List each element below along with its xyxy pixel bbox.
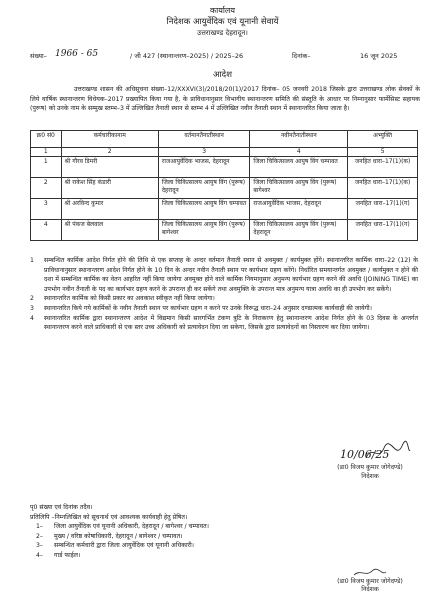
table-row [31,220,418,241]
copy-recipient-number: 3– [36,542,44,549]
row-employee-name: श्री गौरव डिमरी [61,157,158,178]
copy-recipient-text: गार्ड फाईल। [54,551,81,559]
office-heading: कार्यालय [210,6,235,15]
row-serial: 3 [31,199,62,220]
row-remark: जनहित धारा–17(1)(ग) [348,199,418,220]
condition-item [30,314,418,333]
conditions-list [30,256,418,333]
row-current-posting: जिला चिकित्सालय आयुष विंग (पुरूष) देहरादून [158,178,250,199]
signature-date-handwritten: 10/06/25 [340,448,390,461]
column-number: 1 [31,148,62,157]
copy-recipient-number: 2– [36,532,44,540]
table-row [31,157,418,178]
initials-icon [350,568,390,578]
copy-recipient-text: सम्बन्धित कर्मचारी द्वारा जिला आयुर्वेदिक एवं यूनानी अधिकारी। [54,542,195,549]
copy-recipient [30,522,420,532]
row-new-posting: जिला चिकित्सालय आयुष विंग (पुरूष) बागेश्वर [250,178,348,199]
condition-item [30,304,418,314]
copy-recipient-number: 1– [36,523,44,530]
column-number: 2 [61,148,158,157]
header-current-posting: वर्तमानतैनातीस्थान [158,131,250,148]
row-remark: जनहित धारा–17(1)(क) [348,178,418,199]
row-serial: 1 [31,157,62,178]
header-employee-name: कर्मचारीकानाम [61,131,158,148]
table-row [31,178,418,199]
condition-number: 2 [30,295,34,303]
header-remarks: अभ्युक्ति [348,131,418,148]
date-value: 16 जून 2025 [360,52,398,60]
header-new-posting: नवीनतैनातीस्थान [250,131,348,148]
row-employee-name: श्री राकेश सिंह कंडारी [61,178,158,199]
column-number: 5 [348,148,418,157]
copy-recipient-text: मुख्य / वरिष्ठ कोषाधिकारी, देहरादून / बागेश्वर / चम्पावत। [54,532,183,540]
row-remark: जनहित धारा–17(1)(क) [348,157,418,178]
row-new-posting: राजआयुर्वेदिक भाजस, देहरादून [250,199,348,220]
copy-recipient [30,532,420,542]
order-title: आदेश [213,70,232,80]
condition-number: 3 [30,304,34,312]
copy-recipient [30,541,420,551]
second-signatory-designation: निदेशक [361,585,379,593]
row-serial: 4 [31,220,62,241]
condition-number: 4 [30,314,34,322]
row-serial: 2 [31,178,62,199]
condition-text: स्थानान्तरित किये गये कार्मिकों के नवीन तैनाती स्थान पर कार्यभार ग्रहण न करने पर उनके विरूद्ध धारा–24 अनुसार दण्डात्मक कार्यवाही की जायेगी। [44,304,372,312]
row-employee-name: श्री पंकज बेलवाल [61,220,158,241]
condition-text: स्थानान्तरित कार्मिक द्वारा स्थानान्तरण आदेश में विद्यमान किसी सारगर्भित टंकण त्रुटि के निराकरण हेतु स्थानान्तरण आदेश निर्गत होने के 03 दिवस के अन्तर्गत स्थानान्तरण करने वाले प्राधिकारी से एक स्तर उच्च अधिकारी को प्रत्यावेदन दिया जा सकेगा, जिसके द्वारा प्रत्यावेदनों का निस्तारण कर दिया जायेगा। [44,314,418,332]
row-new-posting: जिला चिकित्सालय आयुष विंग (पुरूष) देहरादून [250,220,348,241]
second-signature-block [300,568,440,594]
copy-recipient-text: जिला आयुर्वेदिक एवं यूनानी अधिकारी, देहरादून / बागेश्वर / चम्पावत। [54,523,209,530]
table-row [31,199,418,220]
second-signatory-name: (डा0 विजय कुमार जोगेदण्डे) [337,578,403,585]
director-heading: निदेशक आयुर्वेदिक एवं यूनानी सेवायें [166,17,279,27]
copy-distribution [30,503,420,560]
condition-item [30,294,418,304]
order-paragraph-text: उत्तराखण्ड शासन की अधिसूचना संख्या–12/XXXVI(3)/2018/20(1)/2017 दिनांक– 05 जनवरी 2018 जिसके द्वारा उत्तराखण्ड लोक सेवकों के लिये वार्षिक स्थानान्तरण विधेयक–2017 प्रख्यापित किया गया है, के प्राविधानानुसार विभागीय स्थानान्तरण समिति की संस्तुति के आधार पर निम्नानुसार फार्मेसिस्ट सहायक (पुरूष) को उनके नाम के सम्मुख स्तम्भ–3 में उल्लिखित तैनाती स्थान से स्तम्भ 4 में उल्लिखित नवीन तैनाती स्थान में स्थानान्तरित किया जाता है। [30,86,420,113]
reference-number: / जी 427 (स्थानान्तरण–2025) / 2025–26 [130,52,244,60]
signatory-name: (डा0 विजय कुमार जोगेदण्डे) [337,464,403,471]
row-current-posting: जिला चिकित्सालय आयुष विंग चम्पावत [158,199,250,220]
condition-number: 1 [30,257,34,264]
row-remark: जनहित धारा–17(1)(ग) [348,220,418,241]
row-current-posting: जिला चिकित्सालय आयुष विंग (पुरूष) बागेश्वर [158,220,250,241]
column-number: 4 [250,148,348,157]
column-number-row [31,148,418,157]
condition-text: सम्बन्धित कार्मिक आदेश निर्गत होने की तिथि से एक सप्ताह के अन्दर वर्तमान तैनाती स्थान से अवमुक्त / कार्यमुक्त होंगे। स्थानान्तरित कार्मिक धारा–22 (12) के प्राविधानानुसार स्थानान्तरण आदेश निर्गत होने के 10 दिन के अन्दर नवीन तैनाती स्थान पर कार्यभार ग्रहण करेंगे। निर्धारित समयान्तर्गत अवमुक्त / कार्यमुक्त न होने की दशा में सम्बन्धित कार्मिक का वेतन आहरित नहीं किया जायेगा अवमुक्त होने वाले कार्मिक नियमानुसार अनुमन्य कार्यभार ग्रहण करने की अवधि (JOINING TIME) का उपभोग नवीन तैनाती के पद का कार्यभार ग्रहण करने के उपरान्त ही कर सकेंगे तथा अवमुक्ति के उपरान्त मात्र अनुमन्य यात्रा अवधि का ही उपभोग कर सकेंगे। [44,257,418,293]
header-serial: क्र0 सं0 [31,131,62,148]
transfer-table [30,130,418,241]
signatory-designation: निदेशक [361,473,379,480]
column-number: 3 [158,148,250,157]
copy-recipient-number: 4– [36,551,44,559]
condition-item [30,256,418,294]
sankhya-label: संख्या– [30,52,47,60]
row-employee-name: श्री अरविन्द कुमार [61,199,158,220]
row-new-posting: जिला चिकित्सालय आयुष विंग चम्पावत [250,157,348,178]
place-heading: उत्तराखण्ड देहरादून। [197,29,248,37]
condition-text: स्थानान्तरित कार्मिक को किसी प्रकार का अवकाश स्वीकृत नहीं किया जायेगा। [44,295,215,303]
handwritten-signature-icon [362,440,412,464]
order-paragraph [30,85,420,114]
table-header-row [31,131,418,148]
row-current-posting: राजआयुर्वेदिक भाजस, देहरादून [158,157,250,178]
copy-recipient [30,551,420,561]
copy-reference-line: पृ0 संख्या एवं दिनांक तदैव। [30,504,93,511]
sankhya-value: 1966 - 65 [55,49,99,59]
copy-instruction-line: प्रतिलिपि –निम्नलिखित को सूचनार्थ एवं आवश्यक कार्यवाही हेतु प्रेषित। [30,513,188,521]
date-label: दिनांक– [292,52,311,60]
